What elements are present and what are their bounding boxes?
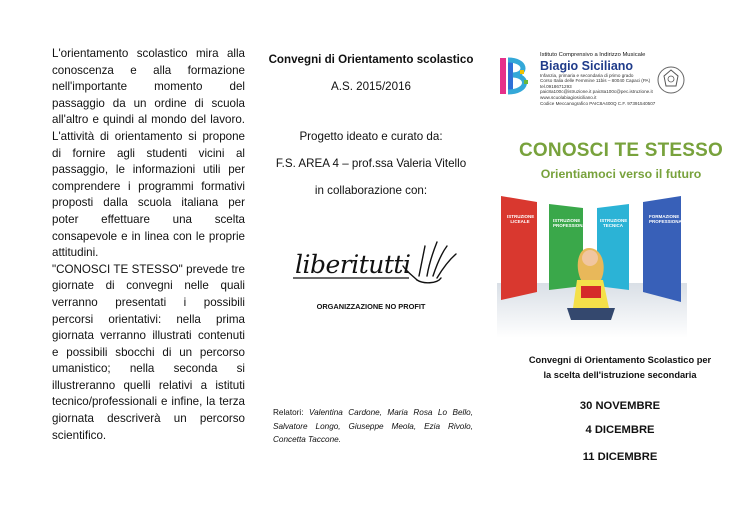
school-info — [540, 53, 680, 106]
speakers-label: Relatori: — [273, 408, 304, 417]
school-year: A.S. 2015/2016 — [331, 80, 411, 93]
door-label-2: ISTRUZIONE PROFESSIONALE — [553, 218, 592, 228]
liberitutti-logo — [291, 236, 461, 292]
school-name: Biagio Siciliano — [540, 58, 634, 73]
date-2: 4 DICEMBRE — [585, 424, 655, 436]
logo-wordmark: liberitutti — [295, 250, 411, 279]
door-label-4: FORMAZIONE PROFESSIONALE — [649, 214, 688, 224]
right-panel — [491, 0, 751, 531]
left-panel — [0, 0, 251, 531]
speakers-block — [273, 406, 473, 447]
door-label-3: ISTRUZIONE TECNICA — [600, 218, 628, 228]
school-line-4: Codice Meccanografico PAIC8A400Q C.F. 97391540507 — [540, 100, 656, 106]
door-red — [501, 196, 537, 300]
main-title: CONOSCI TE STESSO — [519, 140, 723, 161]
subtitle: Orientiamoci verso il futuro — [540, 167, 702, 181]
date-1: 30 NOVEMBRE — [579, 400, 661, 412]
organization-label: ORGANIZZAZIONE NO PROFIT — [316, 302, 426, 311]
school-institute: Istituto Comprensivo a Indirizzo Musicale — [540, 52, 646, 58]
collaboration-line: in collaborazione con: — [314, 184, 428, 197]
middle-heading: Convegni di Orientamento scolastico — [268, 53, 474, 66]
speakers-names: Valentina Cardone, Maria Rosa Lo Bello, Salvatore Longo, Giuseppe Meola, Ezia Rivolo, Concetta Taccone. — [273, 408, 473, 445]
school-line-3: paic8a100c@istruzione.it paic8a100c@pec.istruzione.it www.scuolabiagiosiciliano.it — [540, 89, 653, 100]
doors-illustration — [497, 188, 687, 338]
project-line: Progetto ideato e curato da: — [299, 130, 443, 143]
door-green — [549, 204, 592, 290]
description-line-2: la scelta dell'istruzione secondaria — [543, 370, 697, 380]
school-line-2: Corso Italia delle Femmine 11bis – 80040 Capaci (PA) tel.0918671293 — [540, 78, 651, 89]
door-label-1: ISTRUZIONE LICEALE — [507, 214, 535, 224]
program-paragraph: "CONOSCI TE STESSO" prevede tre giornate di convegni nelle quali verranno presentati i possibili percorsi orientativi: nella prima giornata verranno illustrati contenuti e possibili sbocchi di un percorso umanistico; nella seconda si illustreranno quelli relativi a istituti tecnico/professionali e infine, la terza giornata descriverà un percorso scientifico. — [52, 262, 245, 442]
description-line-1: Convegni di Orientamento Scolastico per — [528, 355, 712, 365]
doors-image — [497, 188, 687, 338]
door-blue — [643, 196, 688, 302]
curator-line: F.S. AREA 4 – prof.ssa Valeria Vitello — [275, 157, 467, 170]
intro-paragraph: L'orientamento scolastico mira alla conoscenza e alla formazione nell'importante momento del passaggio da un ordine di scuola all'altro e quindi al mondo del lavoro. L'attività di orientamento si propone di fornire agli studenti vicini al passaggio, le informazioni utili per comprendere i programmi formativi proposti dalla scuola italiana per poter effettuare una scelta consapevole e in linea con le proprie attitudini. — [52, 47, 245, 260]
middle-panel — [251, 0, 491, 531]
date-3: 11 DICEMBRE — [582, 451, 658, 463]
school-line-1: Infanzia, primaria e secondaria di primo grado — [540, 72, 634, 78]
